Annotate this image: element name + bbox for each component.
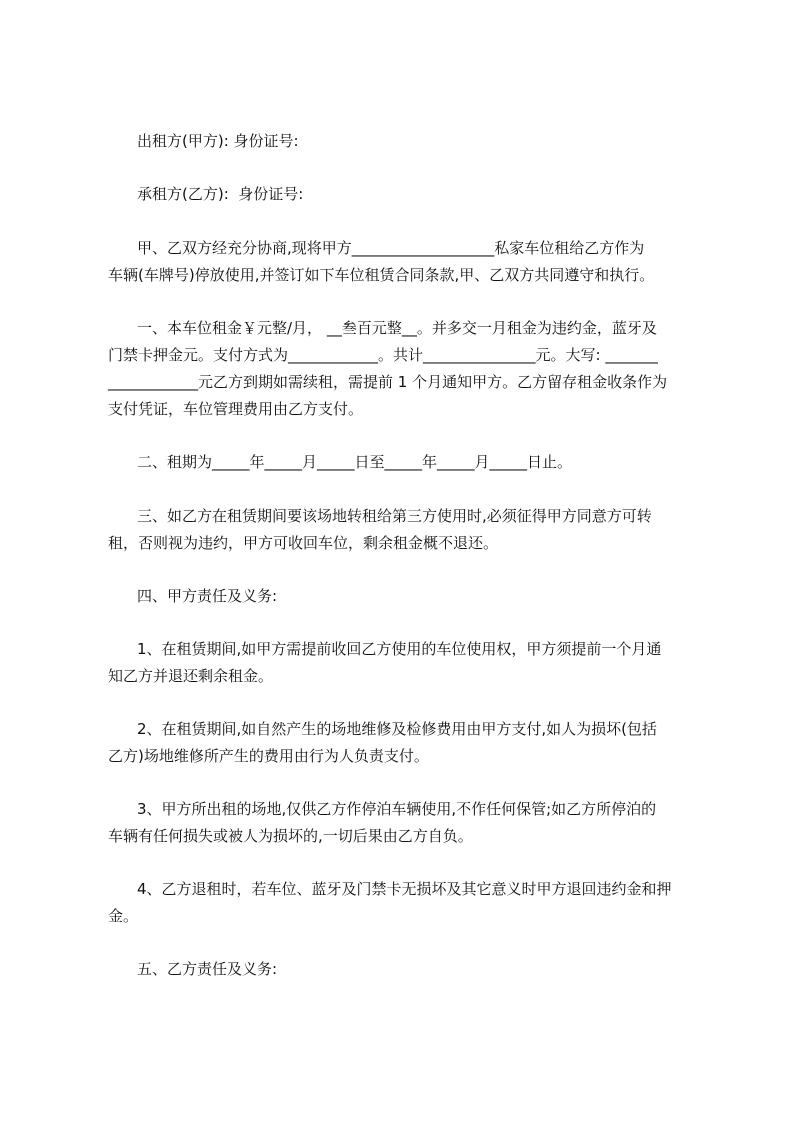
clause-1-line-3: ____________元乙方到期如需续租，需提前 1 个月通知甲方。乙方留存租金收条作为 — [108, 373, 668, 391]
clause-1-line-4: 支付凭证，车位管理费用由乙方支付。 — [108, 400, 364, 418]
item-4-4-line-2: 金。 — [108, 907, 139, 925]
clause-2-line: 二、租期为_____年_____月_____日至_____年_____月_____日止。 — [137, 453, 573, 471]
section-4-heading: 四、甲方责任及义务: — [137, 587, 278, 605]
item-4-1-line-1: 1、在租赁期间,如甲方需提前收回乙方使用的车位使用权，甲方须提前一个月通 — [137, 640, 662, 658]
item-4-2-line-1: 2、在租赁期间,如自然产生的场地维修及检修费用由甲方支付,如人为损坏(包括 — [137, 720, 657, 738]
clause-1-line-2: 门禁卡押金元。支付方式为____________。共计_______________元。大写: _______ — [108, 346, 658, 364]
item-4-3-line-2: 车辆有任何损失或被人为损坏的,一切后果由乙方自负。 — [108, 827, 473, 845]
intro-line-2: 车辆(车牌号)停放使用,并签订如下车位租赁合同条款,甲、乙双方共同遵守和执行。 — [108, 266, 655, 284]
intro-line-1: 甲、乙双方经充分协商,现将甲方___________________私家车位租给乙方作为 — [137, 239, 645, 257]
clause-1-line-1: 一、本车位租金￥元整/月， __叁百元整__。并多交一月租金为违约金，蓝牙及 — [137, 319, 657, 337]
item-4-2-line-2: 乙方)场地维修所产生的费用由行为人负责支付。 — [108, 747, 429, 765]
clause-3-line-2: 租，否则视为违约，甲方可收回车位，剩余租金概不退还。 — [108, 534, 499, 552]
lessor-line: 出租方(甲方): 身份证号: — [137, 132, 299, 150]
item-4-3-line-1: 3、甲方所出租的场地,仅供乙方作停泊车辆使用,不作任何保管;如乙方所停泊的 — [137, 800, 657, 818]
item-4-4-line-1: 4、乙方退租时，若车位、蓝牙及门禁卡无损坏及其它意义时甲方退回违约金和押 — [137, 880, 672, 898]
clause-3-line-1: 三、如乙方在租赁期间要该场地转租给第三方使用时,必须征得甲方同意方可转 — [137, 507, 652, 525]
item-4-1-line-2: 知乙方并退还剩余租金。 — [108, 667, 274, 685]
section-5-heading: 五、乙方责任及义务: — [137, 960, 278, 978]
lessee-line: 承租方(乙方): 身份证号: — [137, 185, 304, 203]
